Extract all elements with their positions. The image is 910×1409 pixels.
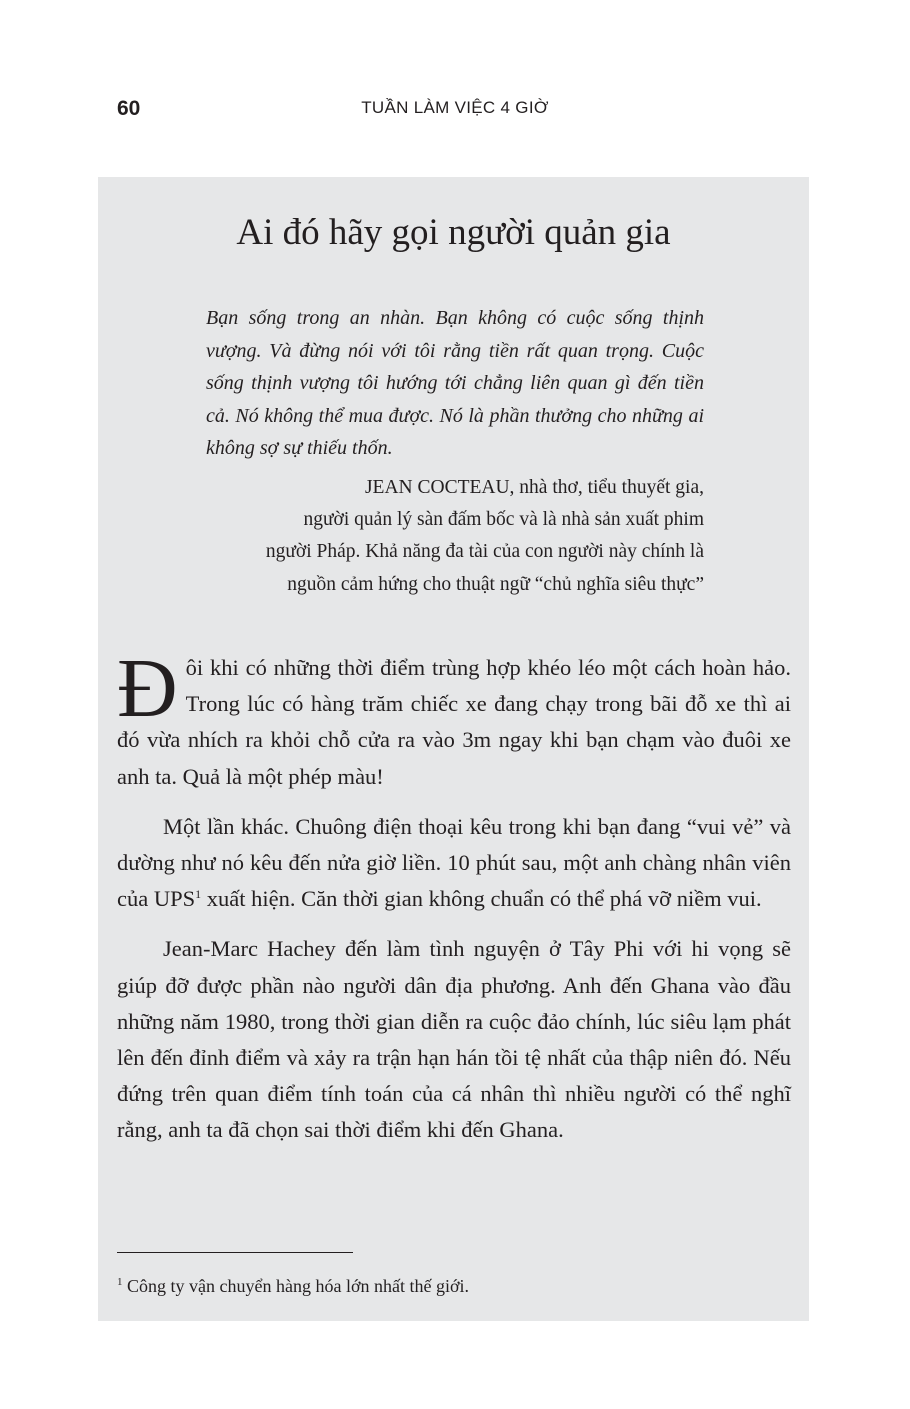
running-header: TUẦN LÀM VIỆC 4 GIỜ <box>361 98 549 117</box>
attribution-line: người quản lý sàn đấm bốc và là nhà sản xuất phim <box>303 509 704 531</box>
paragraph-1 <box>117 642 791 795</box>
footnote-marker: 1 <box>117 1276 123 1288</box>
body-text <box>117 642 791 1163</box>
page-number: 60 <box>117 97 141 120</box>
footnote-divider <box>117 1252 353 1253</box>
chapter-title: Ai đó hãy gọi người quản gia <box>236 212 671 253</box>
paragraph-2-text-end: xuất hiện. Căn thời gian không chuẩn có thể phá vỡ niềm vui. <box>201 886 762 912</box>
paragraph-2 <box>117 809 791 918</box>
drop-cap: Đ <box>117 642 178 735</box>
footnote-text: Công ty vận chuyển hàng hóa lớn nhất thế giới. <box>122 1276 469 1296</box>
epigraph-quote: Bạn sống trong an nhàn. Bạn không có cuộc sống thịnh vượng. Và đừng nói với tôi rằng tiền rất quan trọng. Cuộc sống thịnh vượng tôi hướng tới chẳng liên quan gì đến tiền cả. Nó không thể mua được. Nó là phần thưởng cho những ai không sợ sự thiếu thốn. <box>206 307 704 460</box>
paragraph-1-text: ôi khi có những thời điểm trùng hợp khéo léo một cách hoàn hảo. Trong lúc có hàng trăm chiếc xe đang chạy trong bãi đỗ xe thì ai đó vừa nhích ra khỏi chỗ cửa ra vào 3m ngay khi bạn chạm vào đuôi xe anh ta. Quả là một phép màu! <box>117 655 791 789</box>
paragraph-2-text: Một lần khác. Chuông điện thoại kêu trong khi bạn đang “vui vẻ” và dường như nó kêu đến nửa giờ liền. 10 phút sau, một anh chàng nhân viên của UPS <box>117 813 791 912</box>
paragraph-3: Jean-Marc Hachey đến làm tình nguyện ở Tây Phi với hi vọng sẽ giúp đỡ được phần nào người dân địa phương. Anh đến Ghana vào đầu những năm 1980, trong thời gian diễn ra cuộc đảo chính, lúc siêu lạm phát lên đến đỉnh điểm và xảy ra trận hạn hán tồi tệ nhất của thập niên đó. Nếu đứng trên quan điểm tính toán của cá nhân thì nhiều người có thể nghĩ rằng, anh ta đã chọn sai thời điểm khi đến Ghana. <box>117 936 791 1143</box>
attribution-line: JEAN COCTEAU, nhà thơ, tiểu thuyết gia, <box>364 477 704 498</box>
attribution-line: người Pháp. Khả năng đa tài của con người này chính là <box>265 541 704 563</box>
footnote-reference: 1 <box>195 887 202 902</box>
footnote <box>117 1274 469 1298</box>
attribution-line: nguồn cảm hứng cho thuật ngữ “chủ nghĩa siêu thực” <box>287 573 704 595</box>
epigraph-attribution <box>184 472 704 601</box>
